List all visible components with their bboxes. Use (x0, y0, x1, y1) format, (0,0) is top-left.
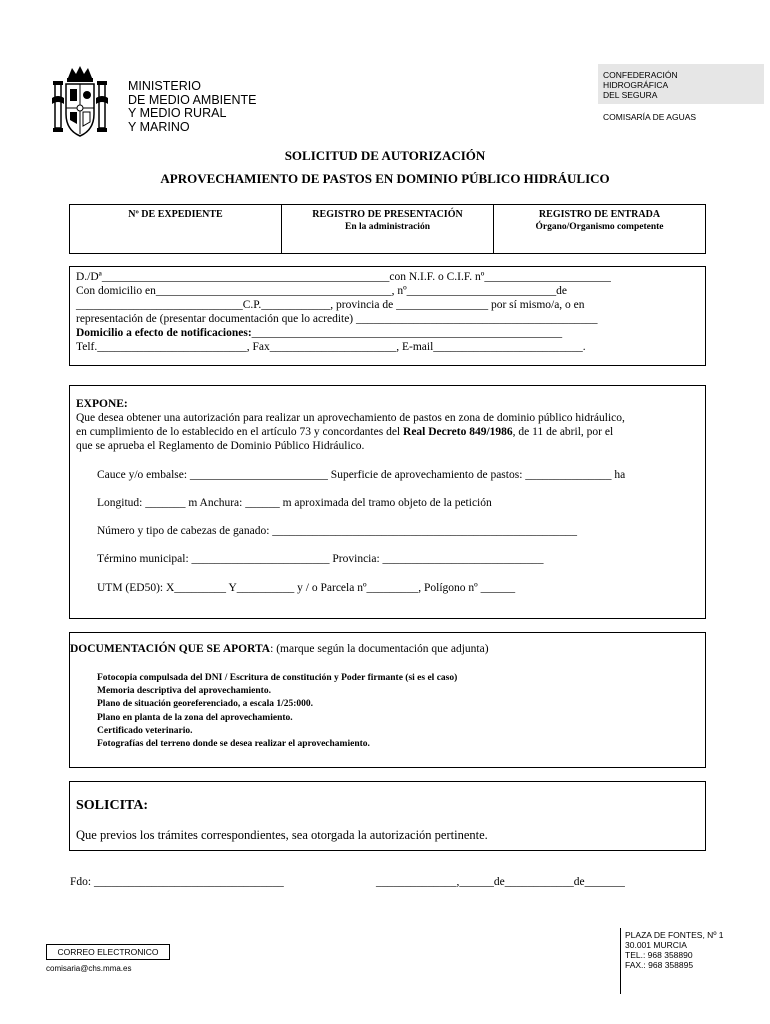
doc-item-plano-planta[interactable]: Plano en planta de la zona del aprovechamiento. (97, 713, 293, 723)
applicant-section (69, 266, 706, 366)
termino-municipal-field[interactable]: Término municipal: ________________________ Provincia: ____________________________ (97, 553, 544, 565)
expone-text-line2: en cumplimiento de lo establecido en el artículo 73 y concordantes del Real Decreto 849/1986, de 11 de abril, por el (76, 426, 614, 438)
expone-text-line1: Que desea obtener una autorización para realizar un aprovechamiento de pastos en zona de dominio público hidráulico, (76, 412, 625, 424)
expone-text-line3: que se aprueba el Reglamento de Dominio Público Hidráulico. (76, 440, 365, 452)
doc-item-plano-situacion[interactable]: Plano de situación georeferenciado, a escala 1/25:000. (97, 699, 314, 709)
signature-field[interactable]: Fdo: _________________________________ (70, 876, 284, 888)
expone-heading: EXPONE: (76, 398, 128, 410)
cabezas-ganado-field[interactable]: Número y tipo de cabezas de ganado: _____________________________________________________ (97, 525, 578, 537)
doc-item-dni[interactable]: Fotocopia compulsada del DNI / Escritura de constitución y Poder firmante (si es el caso) (97, 673, 458, 683)
expone-section (69, 385, 706, 619)
correo-label: CORREO ELECTRONICO (46, 944, 170, 960)
doc-item-fotografias[interactable]: Fotografías del terreno donde se desea realizar el aprovechamiento. (97, 739, 370, 749)
utm-field[interactable]: UTM (ED50): X_________ Y__________ y / o Parcela nº_________, Polígono nº ______ (97, 582, 516, 594)
applicant-address-field[interactable]: Con domicilio en_________________________________________, nº__________________________de (76, 285, 568, 297)
registro-presentacion-cell[interactable]: REGISTRO DE PRESENTACIÓN En la administración (281, 205, 493, 253)
solicita-section (69, 781, 706, 851)
ministry-name: MINISTERIO DE MEDIO AMBIENTE Y MEDIO RURAL Y MARINO (128, 79, 257, 134)
solicita-heading: SOLICITA: (76, 798, 149, 813)
expediente-cell[interactable]: Nº DE EXPEDIENTE (128, 209, 223, 220)
longitud-field[interactable]: Longitud: _______ m Anchura: ______ m aproximada del tramo objeto de la petición (97, 497, 492, 509)
notification-address-field[interactable]: Domicilio a efecto de notificaciones:______________________________________________________ (76, 327, 563, 339)
applicant-name-field[interactable]: D./Dª__________________________________________________con N.I.F. o C.I.F. nº______________________ (76, 271, 611, 283)
cauce-field[interactable]: Cauce y/o embalse: ________________________ Superficie de aprovechamiento de pastos: _______________ ha (97, 469, 626, 481)
doc-item-memoria[interactable]: Memoria descriptiva del aprovechamiento. (97, 686, 271, 696)
email-address: comisaria@chs.mma.es (46, 964, 132, 973)
solicita-text: Que previos los trámites correspondientes, sea otorgada la autorización pertinente. (76, 828, 488, 842)
confederation-name: CONFEDERACIÓN HIDROGRÁFICA DEL SEGURA (603, 70, 678, 100)
contact-fields[interactable]: Telf.__________________________, Fax______________________, E-mail__________________________. (76, 341, 586, 353)
documentacion-heading: DOCUMENTACIÓN QUE SE APORTA: (marque según la documentación que adjunta) (70, 643, 489, 655)
applicant-postcode-field[interactable]: _____________________________C.P.____________, provincia de ________________ por sí mismo/a, o en (76, 299, 585, 311)
registro-entrada-cell[interactable]: REGISTRO DE ENTRADA Órgano/Organismo competente (493, 205, 705, 253)
form-subtitle: APROVECHAMIENTO DE PASTOS EN DOMINIO PÚBLICO HIDRÁULICO (160, 171, 610, 186)
coat-of-arms-icon (52, 64, 108, 142)
comisaria-label: COMISARÍA DE AGUAS (603, 112, 697, 122)
doc-item-certificado[interactable]: Certificado veterinario. (97, 726, 193, 736)
postal-address: PLAZA DE FONTES, Nº 1 30.001 MURCIA TEL.: 968 358890 FAX.: 968 358895 (625, 930, 724, 970)
applicant-representation-field[interactable]: representación de (presentar documentación que lo acredite) __________________________________________ (76, 313, 598, 325)
documentacion-section (69, 632, 706, 768)
expediente-table (69, 204, 706, 254)
date-field[interactable]: ______________,______de____________de_______ (376, 876, 625, 888)
address-divider (620, 928, 621, 994)
form-title: SOLICITUD DE AUTORIZACIÓN (284, 148, 486, 163)
